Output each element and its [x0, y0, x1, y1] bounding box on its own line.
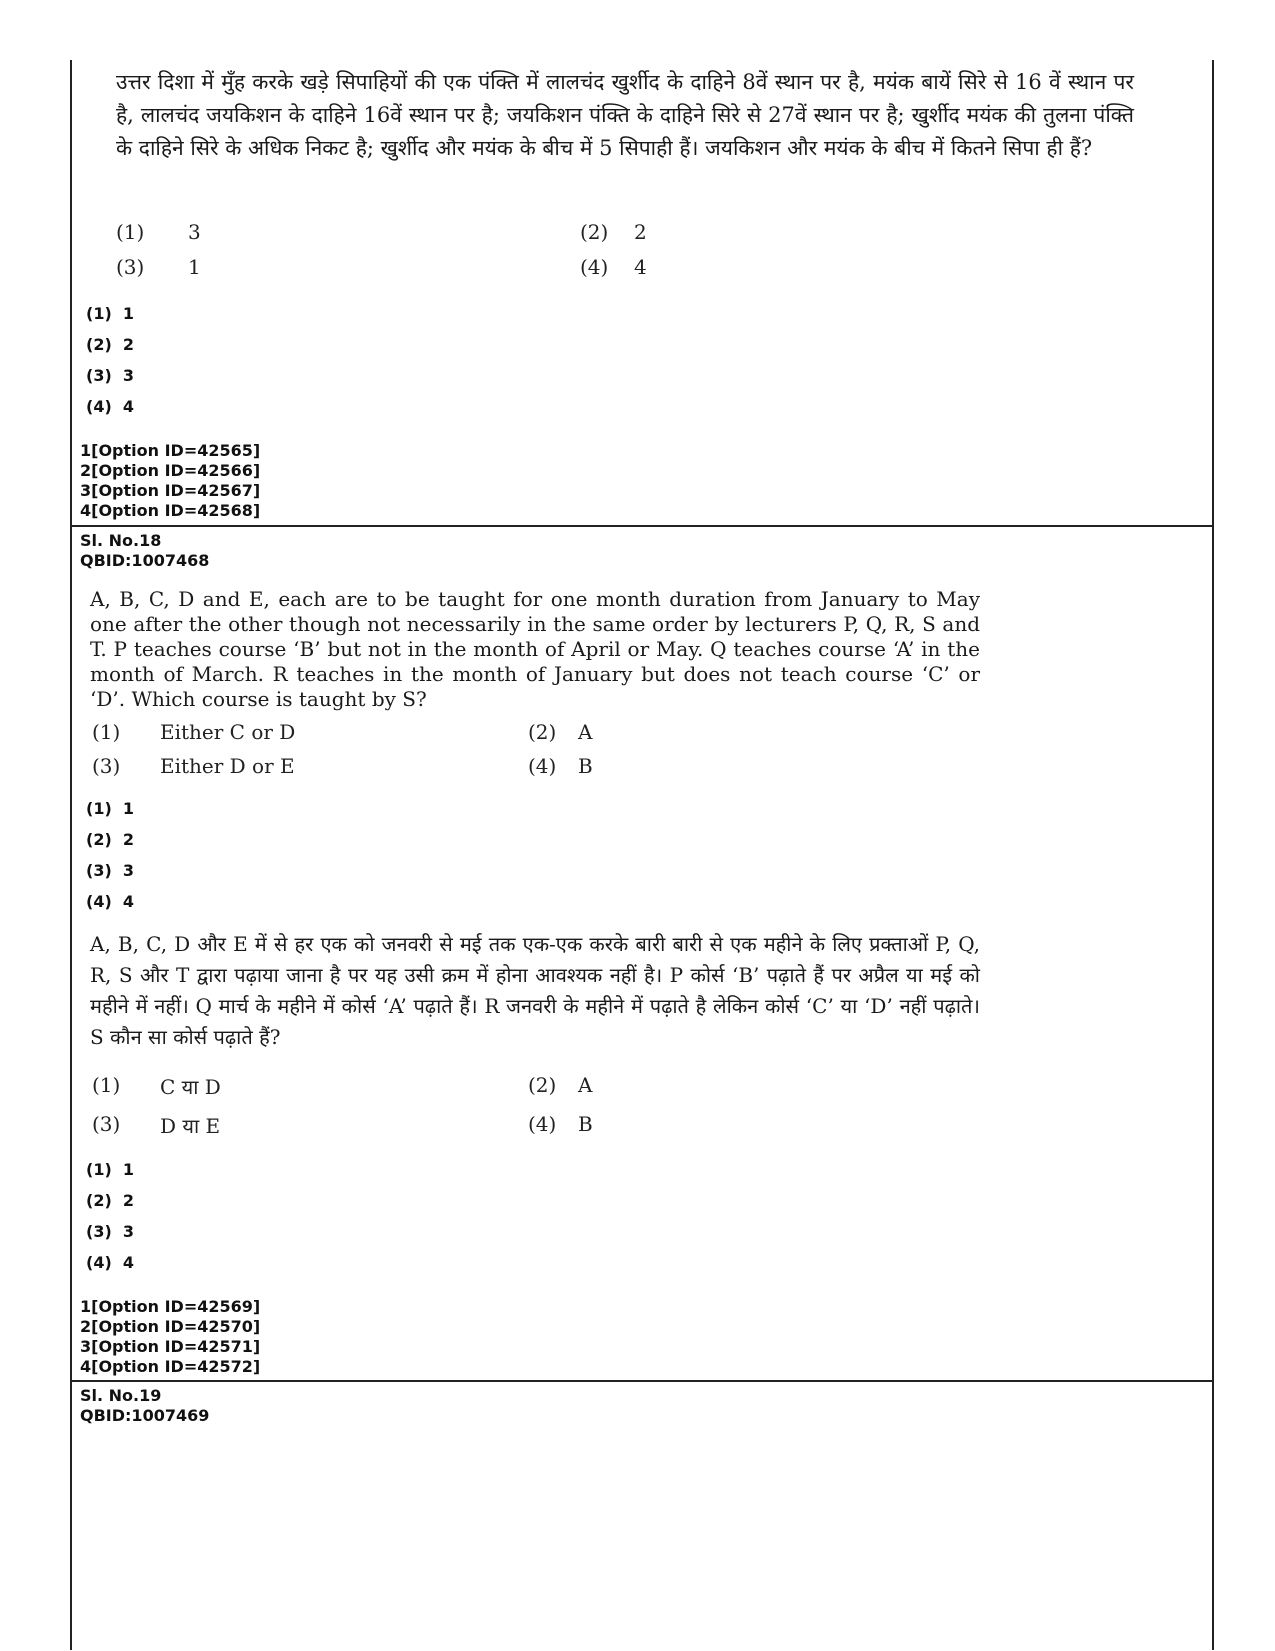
option-value: 3: [188, 220, 201, 244]
answer-choice-4: (4) 4: [86, 892, 135, 911]
option-1: [92, 720, 296, 744]
answer-choice-2: (2) 2: [86, 830, 135, 849]
option-2: [528, 720, 593, 744]
option-3: [92, 1112, 221, 1138]
option-number: (4): [528, 754, 557, 778]
answer-choice-3: (3) 3: [86, 366, 135, 385]
option-4: [528, 1112, 593, 1136]
option-number: (1): [92, 720, 121, 744]
option-number: (1): [92, 1073, 121, 1097]
option-id: 4[Option ID=42568]: [80, 501, 261, 520]
page-frame: [70, 60, 1214, 1650]
option-number: (2): [580, 220, 609, 244]
option-3: [92, 754, 295, 778]
answer-choice-1: (1) 1: [86, 1160, 135, 1179]
option-id-list: [80, 441, 260, 521]
answer-choice-1: (1) 1: [86, 799, 135, 818]
option-3: [116, 255, 201, 279]
option-number: (3): [116, 255, 145, 279]
question-text-hindi: A, B, C, D और E में से हर एक को जनवरी से मई तक एक-एक करके बारी बारी से एक महीने के लिए प्रक्ताओं P, Q, R, S और T द्वारा पढ़ाया जाना है पर यह उसी क्रम में होना आवश्यक नहीं है। P कोर्स ‘B’ पढ़ाते हैं पर अप्रैल या मई को महीने में नहीं। Q मार्च के महीने में कोर्स ‘A’ पढ़ाते हैं। R जनवरी के महीने में पढ़ाते है लेकिन कोर्स ‘C’ या ‘D’ नहीं पढ़ाते। S कौन सा कोर्स पढ़ाते हैं?: [90, 932, 980, 1049]
option-id: 3[Option ID=42571]: [80, 1337, 261, 1356]
question-bank-id: QBID:1007469: [80, 1406, 210, 1425]
option-1: [92, 1073, 221, 1099]
option-number: (2): [528, 1073, 557, 1097]
option-number: (3): [92, 1112, 121, 1136]
option-number: (4): [528, 1112, 557, 1136]
option-value: C या D: [160, 1075, 221, 1099]
answer-choice-4: (4) 4: [86, 1253, 135, 1272]
option-value: 2: [634, 220, 647, 244]
option-2: [528, 1073, 593, 1097]
option-number: (3): [92, 754, 121, 778]
option-id: 2[Option ID=42566]: [80, 461, 261, 480]
answer-choice-1: (1) 1: [86, 304, 135, 323]
option-value: D या E: [160, 1114, 221, 1138]
answer-choice-2: (2) 2: [86, 1191, 135, 1210]
question-header: [80, 1386, 209, 1426]
option-1: [116, 220, 201, 244]
option-value: 4: [634, 255, 647, 279]
answer-choice-3: (3) 3: [86, 861, 135, 880]
option-id: 1[Option ID=42569]: [80, 1297, 261, 1316]
option-number: (1): [116, 220, 145, 244]
option-number: (4): [580, 255, 609, 279]
question-bank-id: QBID:1007468: [80, 551, 210, 570]
answer-choice-4: (4) 4: [86, 397, 135, 416]
answer-choice-2: (2) 2: [86, 335, 135, 354]
answer-choice-3: (3) 3: [86, 1222, 135, 1241]
option-id: 2[Option ID=42570]: [80, 1317, 261, 1336]
option-4: [528, 754, 593, 778]
serial-number: Sl. No.18: [80, 531, 162, 550]
option-id: 1[Option ID=42565]: [80, 441, 261, 460]
question-header: [80, 531, 209, 571]
question-divider: [72, 525, 1212, 527]
option-value: Either C or D: [160, 720, 296, 744]
option-number: (2): [528, 720, 557, 744]
option-id-list: [80, 1297, 260, 1377]
question-divider: [72, 1380, 1212, 1382]
option-value: B: [578, 754, 593, 778]
question-text-hindi: उत्तर दिशा में मुँह करके खड़े सिपाहियों की एक पंक्ति में लालचंद खुर्शीद के दाहिने 8वें स्थान पर है, मयंक बायें सिरे से 16 वें स्थान पर है, लालचंद जयकिशन के दाहिने 16वें स्थान पर है; जयकिशन पंक्ति के दाहिने सिरे से 27वें स्थान पर है; खुर्शीद मयंक की तुलना पंक्ति के दाहिने सिरे के अधिक निकट है; खुर्शीद और मयंक के बीच में 5 सिपाही हैं। जयकिशन और मयंक के बीच में कितने सिपा ही हैं?: [116, 70, 1134, 160]
option-value: B: [578, 1112, 593, 1136]
option-value: 1: [188, 255, 201, 279]
option-id: 3[Option ID=42567]: [80, 481, 261, 500]
option-4: [580, 255, 647, 279]
option-value: A: [578, 720, 593, 744]
question-text-english: A, B, C, D and E, each are to be taught for one month duration from January to May one after the other though not necessarily in the same order by lecturers P, Q, R, S and T. P teaches course ‘B’ but not in the month of April or May. Q teaches course ‘A’ in the month of March. R teaches in the month of January but does not teach course ‘C’ or ‘D’. Which course is taught by S?: [90, 587, 980, 711]
serial-number: Sl. No.19: [80, 1386, 162, 1405]
option-value: Either D or E: [160, 754, 295, 778]
option-value: A: [578, 1073, 593, 1097]
option-2: [580, 220, 647, 244]
option-id: 4[Option ID=42572]: [80, 1357, 261, 1376]
